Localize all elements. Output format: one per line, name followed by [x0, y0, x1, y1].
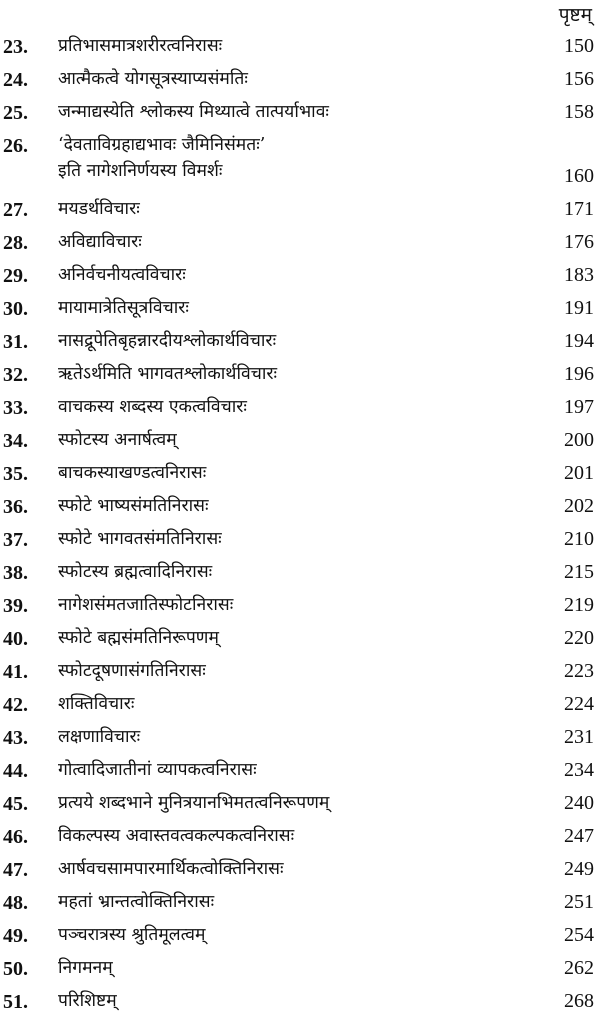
entry-number: 37.	[3, 529, 28, 551]
entry-title: आत्मैकत्वे योगसूत्रस्याप्यसंमतिः	[58, 69, 248, 89]
toc-entry	[0, 754, 600, 787]
table-of-contents	[0, 30, 600, 1018]
entry-number: 46.	[3, 826, 28, 848]
entry-title: स्फोटदूषणासंगतिनिरासः	[58, 661, 206, 681]
entry-title-line-2: इति नागेशनिर्णयस्य विमर्शः	[58, 161, 223, 181]
entry-page-number: 223	[564, 660, 594, 682]
entry-number: 33.	[3, 397, 28, 419]
entry-title: नागेशसंमतजातिस्फोटनिरासः	[58, 595, 234, 615]
entry-page-number: 215	[564, 561, 594, 583]
entry-page-number: 247	[564, 825, 594, 847]
entry-page-number: 202	[564, 495, 594, 517]
entry-number: 43.	[3, 727, 28, 749]
entry-page-number: 156	[564, 68, 594, 90]
toc-entry	[0, 457, 600, 490]
toc-entry	[0, 886, 600, 919]
entry-page-number: 197	[564, 396, 594, 418]
toc-entry	[0, 853, 600, 886]
entry-number: 29.	[3, 265, 28, 287]
entry-number: 31.	[3, 331, 28, 353]
entry-page-number: 240	[564, 792, 594, 814]
entry-number: 24.	[3, 69, 28, 91]
entry-title: ऋतेऽर्थमिति भागवतश्लोकार्थविचारः	[58, 364, 278, 384]
entry-number: 41.	[3, 661, 28, 683]
entry-number: 38.	[3, 562, 28, 584]
entry-title-line-1: ‘देवताविग्रहाद्यभावः जैमिनिसंमतः’	[58, 135, 266, 155]
toc-entry	[0, 490, 600, 523]
entry-title: वाचकस्य शब्दस्य एकत्वविचारः	[58, 397, 247, 417]
toc-entry	[0, 589, 600, 622]
entry-title: अनिर्वचनीयत्वविचारः	[58, 265, 186, 285]
entry-page-number: 200	[564, 429, 594, 451]
entry-number: 27.	[3, 199, 28, 221]
entry-title: पञ्चरात्रस्य श्रुतिमूलत्वम्	[58, 925, 206, 945]
toc-entry	[0, 129, 600, 193]
entry-title: परिशिष्टम्	[58, 991, 117, 1011]
entry-title: आर्षवचसामपारमार्थिकत्वोक्तिनिरासः	[58, 859, 284, 879]
toc-entry	[0, 259, 600, 292]
toc-entry	[0, 655, 600, 688]
entry-title	[58, 132, 516, 184]
entry-title: स्फोटस्य ब्रह्मत्वादिनिरासः	[58, 562, 213, 582]
entry-title: महतां भ्रान्तत्वोक्तिनिरासः	[58, 892, 215, 912]
toc-entry	[0, 424, 600, 457]
entry-number: 26.	[3, 135, 28, 157]
entry-page-number: 234	[564, 759, 594, 781]
entry-number: 51.	[3, 991, 28, 1013]
entry-page-number: 191	[564, 297, 594, 319]
entry-number: 40.	[3, 628, 28, 650]
entry-page-number: 251	[564, 891, 594, 913]
toc-entry	[0, 292, 600, 325]
toc-entry	[0, 523, 600, 556]
toc-entry	[0, 688, 600, 721]
toc-entry	[0, 30, 600, 63]
toc-entry	[0, 919, 600, 952]
entry-title: नासद्रूपेतिबृहन्नारदीयश्लोकार्थविचारः	[58, 331, 277, 351]
entry-number: 39.	[3, 595, 28, 617]
entry-number: 25.	[3, 102, 28, 124]
toc-entry	[0, 63, 600, 96]
entry-page-number: 158	[564, 101, 594, 123]
entry-number: 49.	[3, 925, 28, 947]
toc-entry	[0, 622, 600, 655]
entry-title: स्फोटे बह्मसंमतिनिरूपणम्	[58, 628, 219, 648]
entry-title: विकल्पस्य अवास्तवत्वकल्पकत्वनिरासः	[58, 826, 295, 846]
toc-entry	[0, 952, 600, 985]
entry-title: प्रतिभासमात्रशरीरत्वनिरासः	[58, 36, 223, 56]
entry-page-number: 220	[564, 627, 594, 649]
entry-title: मायामात्रेतिसूत्रविचारः	[58, 298, 189, 318]
entry-title: जन्माद्यस्येति श्लोकस्य मिथ्यात्वे तात्पर्याभावः	[58, 102, 329, 122]
entry-page-number: 249	[564, 858, 594, 880]
entry-number: 28.	[3, 232, 28, 254]
toc-entry	[0, 391, 600, 424]
entry-page-number: 254	[564, 924, 594, 946]
entry-number: 35.	[3, 463, 28, 485]
entry-page-number: 210	[564, 528, 594, 550]
entry-title: स्फोटे भाष्यसंमतिनिरासः	[58, 496, 209, 516]
entry-number: 44.	[3, 760, 28, 782]
toc-entry	[0, 96, 600, 129]
entry-title: मयडर्थविचारः	[58, 199, 140, 219]
entry-page-number: 183	[564, 264, 594, 286]
entry-page-number: 231	[564, 726, 594, 748]
entry-title: अविद्याविचारः	[58, 232, 142, 252]
entry-page-number: 201	[564, 462, 594, 484]
entry-number: 36.	[3, 496, 28, 518]
entry-title: गोत्वादिजातीनां व्यापकत्वनिरासः	[58, 760, 257, 780]
entry-page-number: 160	[564, 165, 594, 187]
toc-entry	[0, 985, 600, 1018]
toc-entry	[0, 325, 600, 358]
entry-page-number: 196	[564, 363, 594, 385]
entry-page-number: 262	[564, 957, 594, 979]
entry-number: 42.	[3, 694, 28, 716]
entry-number: 48.	[3, 892, 28, 914]
entry-title: स्फोटे भागवतसंमतिनिरासः	[58, 529, 222, 549]
entry-number: 47.	[3, 859, 28, 881]
entry-page-number: 224	[564, 693, 594, 715]
toc-entry	[0, 358, 600, 391]
entry-page-number: 150	[564, 35, 594, 57]
entry-page-number: 176	[564, 231, 594, 253]
toc-entry	[0, 820, 600, 853]
entry-page-number: 194	[564, 330, 594, 352]
entry-number: 23.	[3, 36, 28, 58]
entry-title: निगमनम्	[58, 958, 113, 978]
entry-number: 32.	[3, 364, 28, 386]
toc-entry	[0, 787, 600, 820]
entry-number: 30.	[3, 298, 28, 320]
page-column-header: पृष्टम्	[558, 4, 592, 26]
toc-entry	[0, 721, 600, 754]
toc-entry	[0, 556, 600, 589]
entry-number: 45.	[3, 793, 28, 815]
entry-title: लक्षणाविचारः	[58, 727, 141, 747]
entry-title: स्फोटस्य अनार्षत्वम्	[58, 430, 177, 450]
entry-page-number: 219	[564, 594, 594, 616]
entry-number: 34.	[3, 430, 28, 452]
entry-title: बाचकस्याखण्डत्वनिरासः	[58, 463, 207, 483]
entry-number: 50.	[3, 958, 28, 980]
entry-page-number: 171	[564, 198, 594, 220]
toc-entry	[0, 226, 600, 259]
toc-entry	[0, 193, 600, 226]
entry-page-number: 268	[564, 990, 594, 1012]
entry-title: प्रत्यये शब्दभाने मुनित्रयानभिमतत्वनिरूपणम्	[58, 793, 330, 813]
entry-title: शक्तिविचारः	[58, 694, 135, 714]
